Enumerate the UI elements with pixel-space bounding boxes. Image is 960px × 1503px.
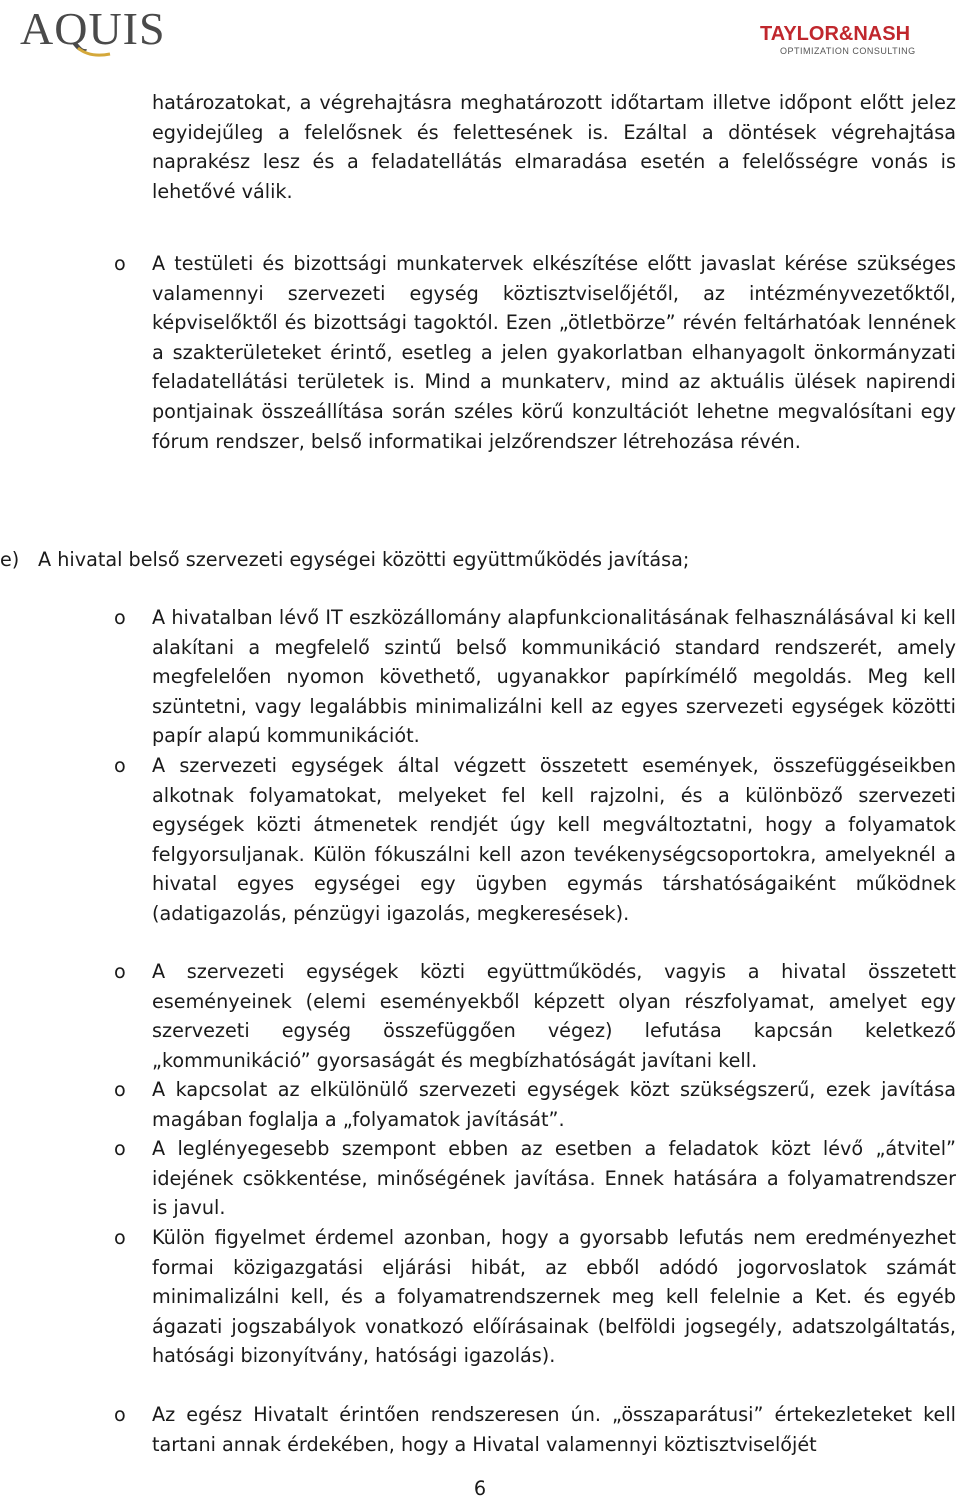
bullet-text: A hivatalban lévő IT eszközállomány alapfunkcionalitásának felhasználásával ki kell alakítani a megfelelő szintű belső kommunikáció standard rendszerét, amely megfelelően nyomon követhető, ugyanakkor papírkímélő megoldás. Meg kell szüntetni, vagy legalábbis minimalizálni kell az egyes szervezeti egységek közötti papír alapú kommunikációt. — [152, 606, 956, 748]
page-number: 6 — [473, 1477, 487, 1500]
bullet-marker: o — [114, 1226, 126, 1249]
section-marker: e) — [0, 548, 20, 571]
aquis-logo — [18, 0, 188, 62]
bullet-marker: o — [114, 754, 126, 777]
bullet-marker: o — [114, 1137, 126, 1160]
aquis-logo-text: AQUIS — [20, 3, 166, 54]
bullet-text: Külön figyelmet érdemel azonban, hogy a gyorsabb lefutás nem eredményezhet formai közigazgatási eljárási hibát, az ebből adódó jogorvoslatok számát minimalizálni kell, és a folyamatrendszernek meg kell felelnie a Ket. és egyéb ágazati jogszabályok vonatkozó előírásainak (belföldi jogsegély, adatszolgáltatás, hatósági bizonyítvány, hatósági igazolás). — [152, 1226, 956, 1368]
bullet-text: A szervezeti egységek közti együttműködés, vagyis a hivatal összetett eseményeinek (elemi eseményekből képzett olyan részfolyamat, amelyet egy szervezeti egység összefüggően végez) lefutása kapcsán keletkező „kommunikáció” gyorsaságát és megbízhatóságát javítani kell. — [152, 960, 956, 1072]
bullet-text: A kapcsolat az elkülönülő szervezeti egységek közt szükségszerű, ezek javítása magában foglalja a „folyamatok javítását”. — [152, 1078, 956, 1131]
taylor-nash-logo — [758, 14, 950, 60]
bullet-text: Az egész Hivatalt érintően rendszeresen ún. „összaparátusi” értekezleteket kell tartani annak érdekében, hogy a Hivatal valamennyi köztisztviselőjét — [152, 1403, 956, 1456]
bullet-text: A szervezeti egységek által végzett összetett események, összefüggéseikben alkotnak folyamatokat, melyeket fel kell rajzolni, és a különböző szervezeti egységek közti átmenetek rendjét úgy kell megváltoztatni, hogy a folyamatok felgyorsuljanak. Külön fókuszálni kell azon tevékenységcsoportokra, amelyeknél a hivatal egyes egységei egy ügyben egymás társhatóságaiként működnek (adatigazolás, pénzügyi igazolás, megkeresések). — [152, 754, 956, 925]
bullet-text: A leglényegesebb szempont ebben az esetben a feladatok közt lévő „átvitel” idejének csökkentése, minőségének javítása. Ennek hatására a folyamatrendszer is javul. — [152, 1137, 956, 1220]
bullet-marker: o — [114, 1403, 126, 1426]
bullet-marker: o — [114, 606, 126, 629]
bullet-text: A testületi és bizottsági munkatervek elkészítése előtt javaslat kérése szükséges valamennyi szervezeti egység köztisztviselőjétől, az intézményvezetőktől, képviselőktől és bizottsági tagoktól. Ezen „ötletbörze” révén feltárhatóak lennének a szakterületeket érintő, esetleg a jelen gyakorlatban elhanyagolt önkormányzati feladatellátási területek is. Mind a munkaterv, mind az aktuális ülések napirendi pontjainak összeállítása során széles körű konzultációt lehetne megvalósítani egy fórum rendszer, belső informatikai jelzőrendszer létrehozása révén. — [152, 252, 956, 453]
bullet-marker: o — [114, 252, 126, 275]
bullet-marker: o — [114, 1078, 126, 1101]
taylor-nash-logo-name: TAYLOR&NASH — [760, 23, 911, 45]
taylor-nash-logo-tagline: OPTIMIZATION CONSULTING — [780, 46, 916, 56]
section-heading — [0, 545, 960, 575]
continuation-paragraph: határozatokat, a végrehajtásra meghatározott időtartam illetve időpont előtt jelez egyidejűleg a felelősnek és felettesének is. Ezáltal a döntések végrehajtása naprakész lesz és a feladatellátás elmaradása esetén a felelősségre vonás is lehetővé válik. — [152, 91, 956, 203]
section-title: A hivatal belső szervezeti egységei közötti együttműködés javítása; — [38, 548, 690, 571]
bullet-marker: o — [114, 960, 126, 983]
